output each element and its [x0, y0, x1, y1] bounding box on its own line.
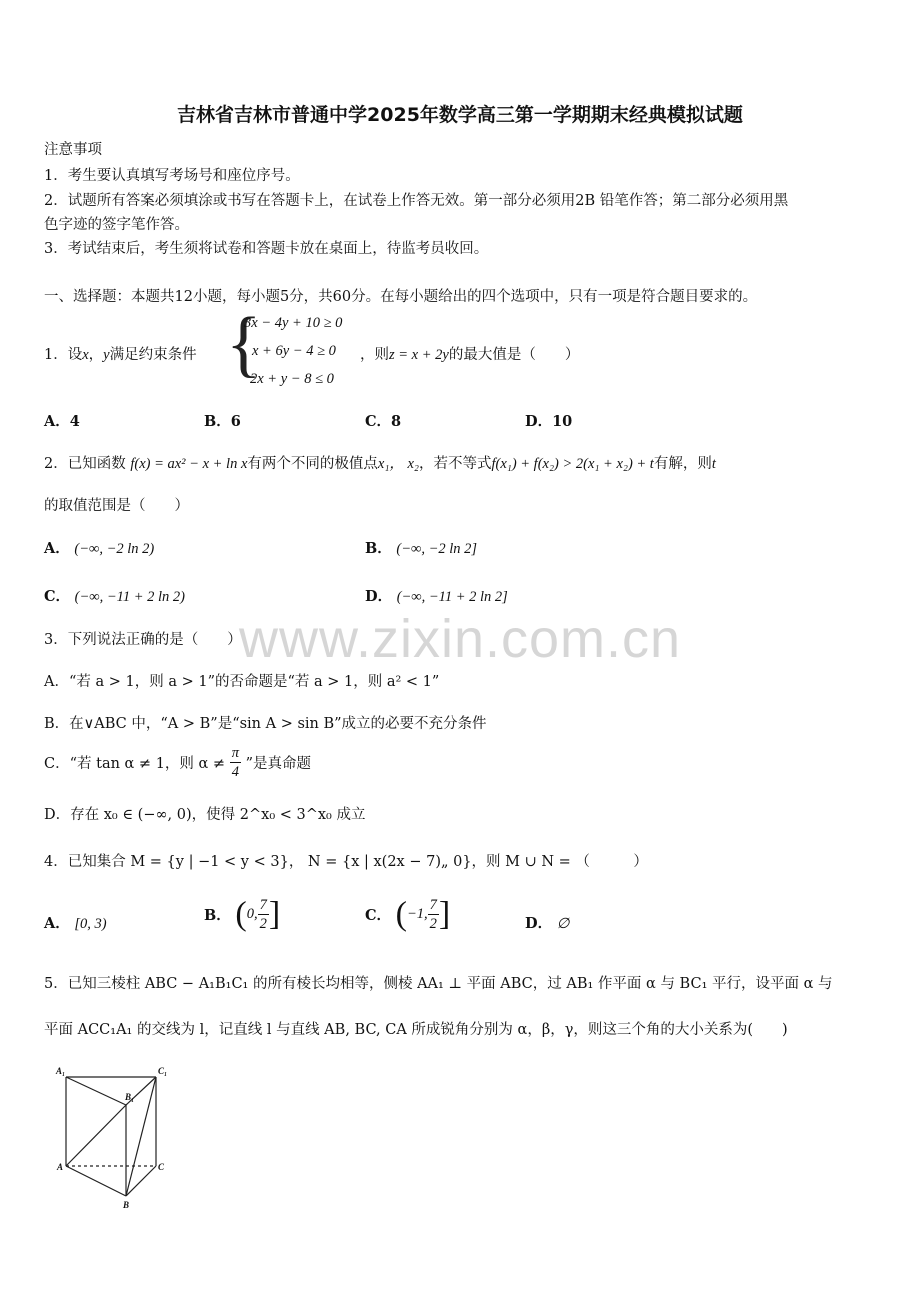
label-b1: B₁ — [125, 1092, 135, 1102]
q2-option-a — [44, 537, 154, 558]
q1-constraint-3: 2x + y − 8 ≤ 0 — [250, 371, 334, 387]
q4-option-d — [525, 912, 569, 933]
q4-option-d-value: ∅ — [556, 916, 570, 932]
q3-option-c-pre: C．“若 tan α ≠ 1，则 α ≠ — [44, 756, 226, 772]
q3-fraction-den: 4 — [231, 764, 239, 780]
q4-b-frac-num: 7 — [259, 897, 267, 913]
label-a1: A₁ — [56, 1066, 66, 1076]
q4-option-b-label: B． — [204, 907, 231, 924]
q4-option-c-lparen: ( — [395, 895, 407, 933]
q1-var-y: y — [103, 347, 110, 363]
q2-inequality: f(x₁) + f(x₂) > 2(x₁ + x₂) + t — [491, 456, 654, 472]
q1-brace: { — [226, 303, 262, 385]
q4-option-c-pre: −1, — [406, 906, 428, 922]
q2-function: f(x) = ax² − x + ln x — [130, 456, 248, 472]
q2-points: x₁， x₂ — [377, 456, 419, 472]
q1-sep: ， — [88, 347, 104, 363]
q1-cond: 满足约束条件 — [109, 347, 197, 363]
notice-heading: 注意事项 — [44, 142, 102, 158]
q2-stem-cont: 的取值范围是（ ） — [44, 498, 189, 514]
q1-constraint-2: x + 6y − 4 ≥ 0 — [252, 343, 336, 359]
q4-option-c-fraction — [428, 896, 439, 933]
q1-question: 的最大值是（ ） — [448, 347, 580, 363]
edge-ab — [66, 1166, 126, 1196]
q2-mid3: 有解，则 — [653, 456, 712, 472]
q3-option-d: D．存在 x₀ ∈ (−∞, 0)，使得 2^x₀ < 3^x₀ 成立 — [44, 807, 366, 823]
q1-option-b: B．6 — [204, 413, 241, 430]
q4-option-d-label: D． — [525, 915, 553, 932]
label-b: B — [123, 1200, 130, 1210]
q2-option-c-label: C． — [44, 588, 71, 605]
q4-option-c-rbracket: ] — [438, 895, 451, 933]
q1-var-x: x — [82, 347, 89, 363]
q3-fraction-num: π — [231, 745, 239, 761]
label-c1: C₁ — [158, 1066, 168, 1076]
prism-figure — [52, 1062, 182, 1216]
q3-option-c — [44, 744, 311, 781]
label-a: A — [57, 1162, 64, 1172]
q4-option-b-lparen: ( — [235, 895, 247, 933]
edge-bc — [126, 1166, 156, 1196]
q3-stem: 3．下列说法正确的是（ ） — [44, 632, 242, 648]
q3-option-c-post: ”是真命题 — [245, 756, 311, 772]
q4-c-frac-den: 2 — [429, 916, 437, 932]
edge-a1b1 — [66, 1077, 126, 1105]
q2-mid2: ，若不等式 — [418, 456, 492, 472]
watermark: www.zixin.com.cn — [238, 609, 682, 669]
q5-stem: 5．已知三棱柱 ABC − A₁B₁C₁ 的所有棱长均相等，侧棱 AA₁ ⊥ 平面 ABC，过 AB₁ 作平面 α 与 BC₁ 平行，设平面 α 与 — [44, 976, 833, 992]
q4-c-frac-num: 7 — [429, 897, 437, 913]
section-heading: 一、选择题：本题共12小题，每小题5分，共60分。在每小题给出的四个选项中，只有一项是符合题目要求的。 — [44, 289, 758, 305]
notice-item-2-cont: 色字迹的签字笔作答。 — [44, 217, 189, 233]
q3-option-a: A．“若 a > 1，则 a > 1”的否命题是“若 a > 1，则 a² < 1” — [44, 674, 440, 690]
page-title: 吉林省吉林市普通中学2025年数学高三第一学期期末经典模拟试题 — [177, 104, 743, 126]
q4-option-a — [44, 912, 107, 933]
q2-option-c — [44, 585, 185, 606]
segment-ab1 — [66, 1105, 126, 1166]
q2-prefix: 2．已知函数 — [44, 456, 126, 472]
q2-option-a-label: A． — [44, 540, 70, 557]
q2-option-b-value: (−∞, −2 ln 2] — [396, 541, 478, 557]
q4-b-frac-den: 2 — [259, 916, 267, 932]
q1-option-d: D．10 — [525, 413, 573, 430]
q2-option-a-value: (−∞, −2 ln 2) — [74, 541, 155, 557]
q4-option-a-label: A． — [44, 915, 70, 932]
q1-stem — [44, 343, 197, 364]
notice-item-1: 1．考生要认真填写考场号和座位序号。 — [44, 168, 300, 184]
q2-mid: 有两个不同的极值点 — [247, 456, 378, 472]
q4-option-c-label: C． — [365, 907, 392, 924]
q1-expr: z = x + 2y — [389, 347, 449, 363]
q4-option-b-fraction — [258, 896, 269, 933]
q1-prefix: 1．设 — [44, 347, 83, 363]
q2-option-b — [365, 537, 477, 558]
q2-option-d-value: (−∞, −11 + 2 ln 2] — [396, 589, 508, 605]
q4-option-b-rbracket: ] — [268, 895, 281, 933]
q4-option-b-pre: 0, — [246, 906, 258, 922]
q2-option-b-label: B． — [365, 540, 392, 557]
q1-tail — [360, 343, 579, 364]
q1-constraint-1: 3x − 4y + 10 ≥ 0 — [244, 315, 343, 331]
label-c: C — [158, 1162, 165, 1172]
notice-item-3: 3．考试结束后，考生须将试卷和答题卡放在桌面上，待监考员收回。 — [44, 241, 489, 257]
q1-then: ，则 — [360, 347, 389, 363]
q2-option-c-value: (−∞, −11 + 2 ln 2) — [74, 589, 185, 605]
q1-option-c: C．8 — [365, 413, 402, 430]
q2-option-d-label: D． — [365, 588, 393, 605]
q3-option-c-fraction — [230, 744, 241, 781]
q5-stem-cont: 平面 ACC₁A₁ 的交线为 l，记直线 l 与直线 AB, BC, CA 所成锐角分别为 α，β，γ，则这三个角的大小关系为( ) — [44, 1022, 788, 1038]
q1-option-a: A．4 — [44, 413, 80, 430]
q3-option-b: B．在∨ABC 中，“A > B”是“sin A > sin B”成立的必要不充分条件 — [44, 716, 487, 732]
q2-stem — [44, 452, 716, 473]
q2-option-d — [365, 585, 508, 606]
q4-stem: 4．已知集合 M = {y | −1 < y < 3}， N = {x | x(2x − 7)„ 0}，则 M ∪ N = （ ） — [44, 854, 648, 870]
q4-option-a-value: [0, 3) — [74, 916, 107, 932]
q4-option-b — [204, 896, 280, 933]
notice-item-2: 2．试题所有答案必须填涂或书写在答题卡上，在试卷上作答无效。第一部分必须用2B 铅笔作答；第二部分必须用黑 — [44, 193, 789, 209]
q4-option-c — [365, 896, 450, 933]
q2-var-t: t — [711, 456, 716, 472]
